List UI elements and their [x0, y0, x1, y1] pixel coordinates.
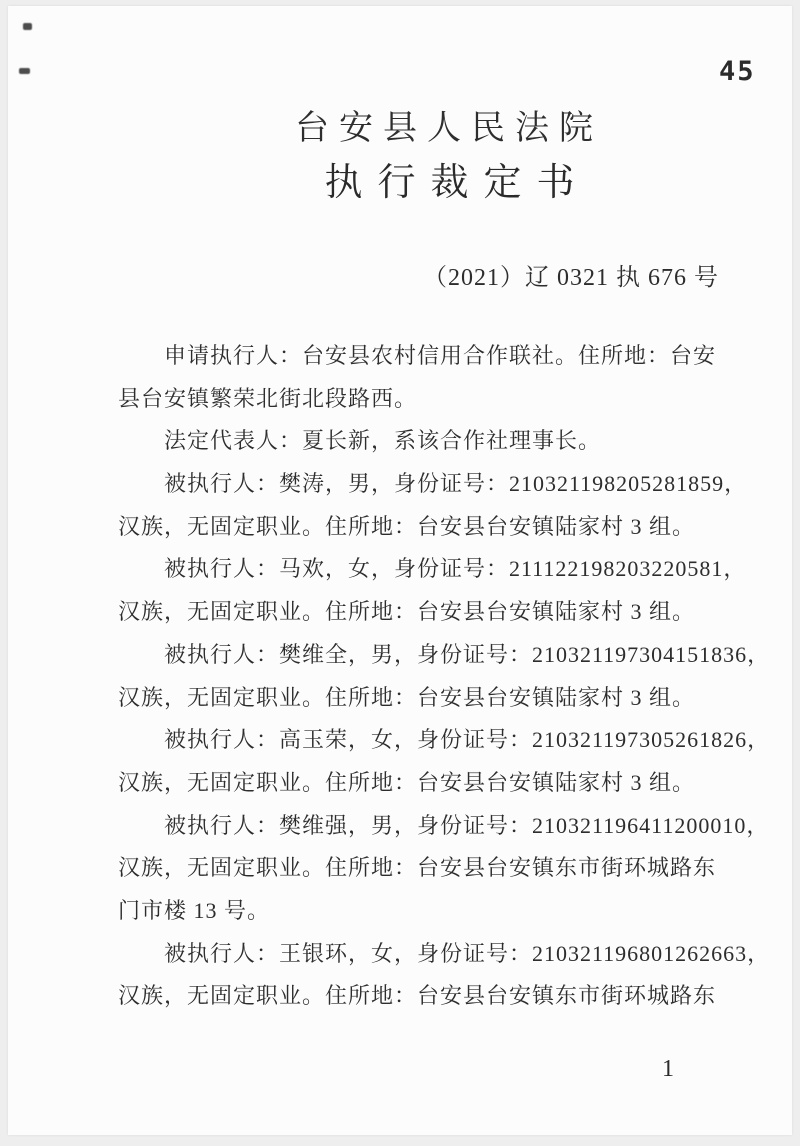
- document-page: [8, 6, 792, 1135]
- body-line-applicant-cont: 县台安镇繁荣北街北段路西。: [118, 385, 418, 411]
- body-line-respondent-5-cont2: 门市楼 13 号。: [118, 897, 271, 923]
- body-line-legal-representative: 法定代表人：夏长新，系该合作社理事长。: [164, 428, 602, 454]
- court-name-title: 台安县人民法院: [295, 110, 603, 147]
- scan-artifact-mark: [23, 23, 32, 30]
- body-line-respondent-6-cont: 汉族，无固定职业。住所地：台安县台安镇东市街环城路东: [118, 983, 717, 1009]
- body-line-respondent-4-cont: 汉族，无固定职业。住所地：台安县台安镇陆家村 3 组。: [118, 769, 696, 795]
- document-body: [118, 335, 771, 1018]
- body-line-respondent-6: 被执行人：王银环，女，身份证号：210321196801262663，: [164, 940, 771, 966]
- body-line-respondent-1-cont: 汉族，无固定职业。住所地：台安县台安镇陆家村 3 组。: [118, 513, 696, 539]
- body-line-respondent-4: 被执行人：高玉荣，女，身份证号：210321197305261826，: [164, 727, 771, 753]
- body-line-respondent-3: 被执行人：樊维全，男，身份证号：210321197304151836，: [164, 641, 771, 667]
- page-number: 1: [662, 1056, 674, 1082]
- body-line-respondent-2-cont: 汉族，无固定职业。住所地：台安县台安镇陆家村 3 组。: [118, 599, 696, 625]
- archive-page-number: 45: [719, 56, 756, 87]
- scan-artifact-mark: [19, 68, 30, 74]
- body-line-respondent-2: 被执行人：马欢，女，身份证号：211122198203220581，: [164, 556, 747, 582]
- body-line-respondent-1: 被执行人：樊涛，男，身份证号：210321198205281859，: [164, 471, 748, 497]
- case-number: （2021）辽 0321 执 676 号: [423, 265, 719, 291]
- body-line-respondent-5: 被执行人：樊维强，男，身份证号：210321196411200010，: [164, 812, 770, 838]
- body-line-respondent-3-cont: 汉族，无固定职业。住所地：台安县台安镇陆家村 3 组。: [118, 684, 696, 710]
- document-type-title: 执行裁定书: [324, 162, 590, 204]
- body-line-applicant: 申请执行人：台安县农村信用合作联社。住所地：台安: [164, 343, 717, 368]
- body-line-respondent-5-cont: 汉族，无固定职业。住所地：台安县台安镇东市街环城路东: [118, 855, 717, 881]
